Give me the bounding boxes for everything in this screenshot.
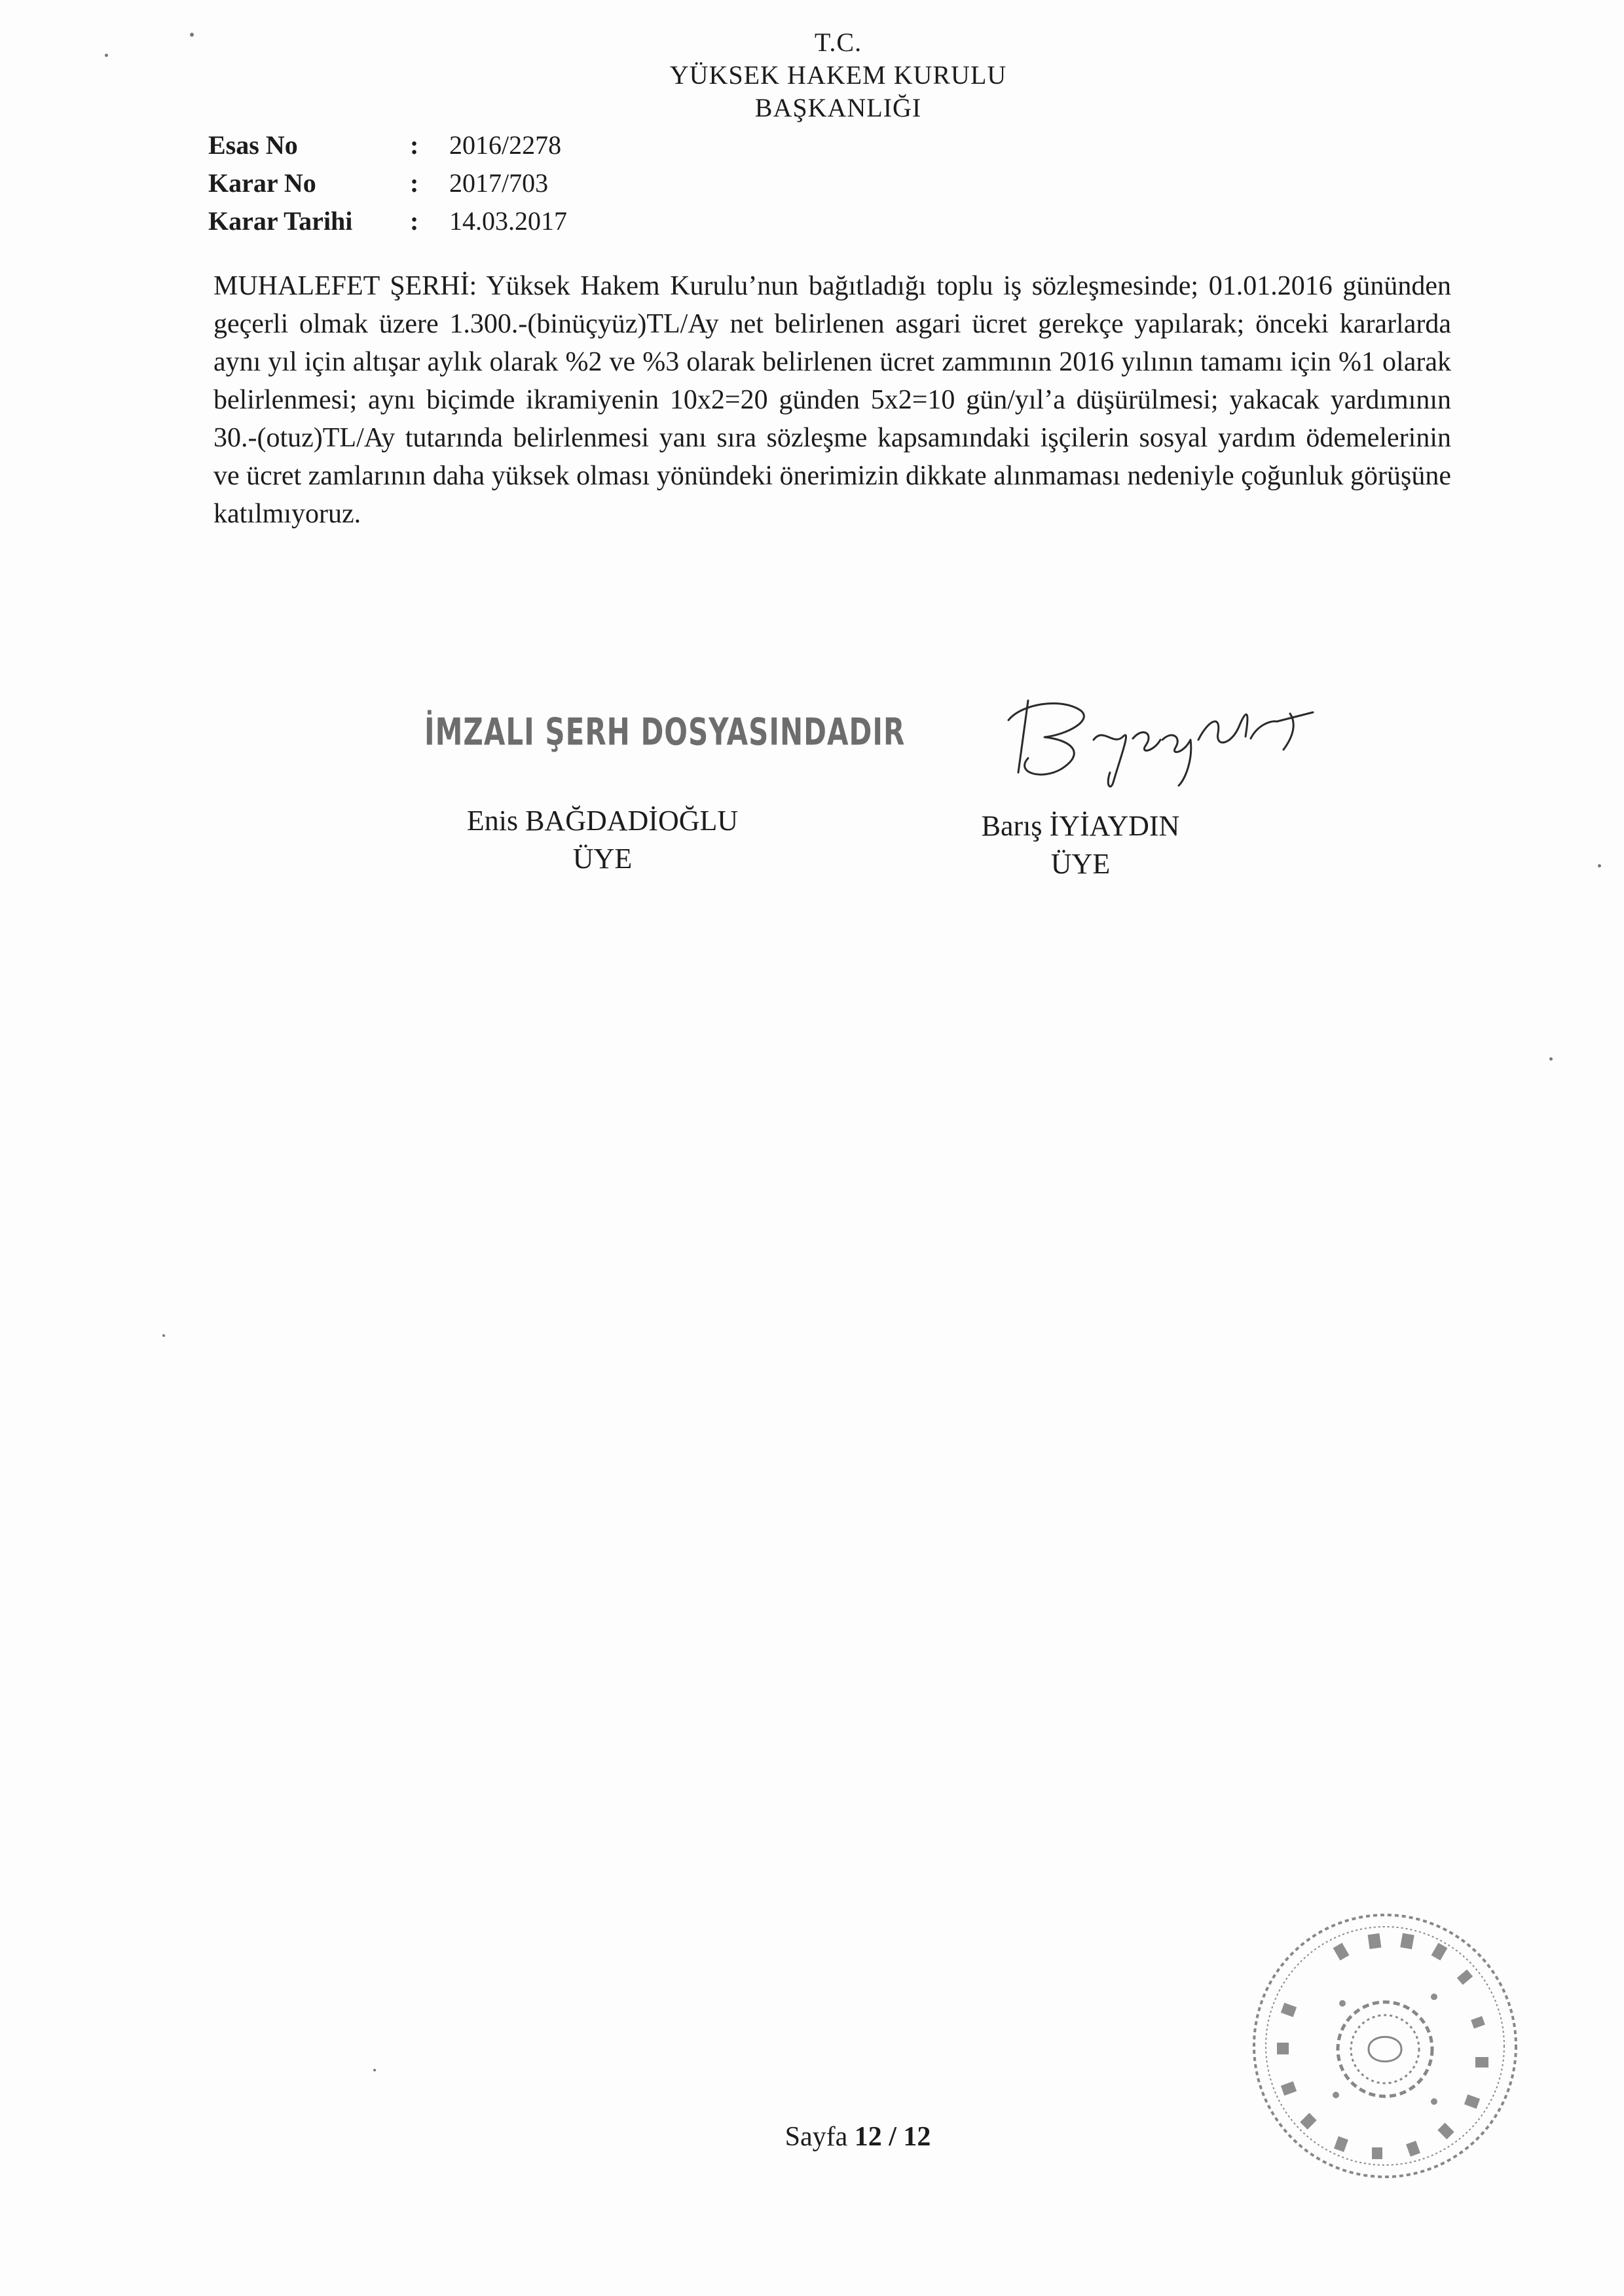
meta-value: 2017/703 [449,168,549,198]
signer-baris [930,807,1231,883]
document-header [576,26,1100,124]
scan-speck [1598,864,1601,867]
scan-speck [105,54,108,57]
signed-dissent-stamp: İMZALI ŞERH DOSYASINDADIR [424,710,906,754]
signer-title: ÜYE [1050,848,1111,880]
signer-title: ÜYE [572,843,633,875]
meta-colon: : [410,168,419,198]
header-institution: YÜKSEK HAKEM KURULU [669,60,1007,90]
case-meta [208,126,567,240]
meta-colon: : [410,206,419,236]
signer-name: Enis BAĞDADİOĞLU [466,805,739,837]
signer-name: Barış İYİAYDIN [981,810,1180,842]
official-seal-icon [1238,1905,1532,2187]
meta-row-esas [208,126,567,164]
page-label: Sayfa [784,2122,848,2152]
meta-row-tarih [208,202,567,240]
meta-label: Karar Tarihi [208,206,353,236]
header-presidency: BAŞKANLIĞI [754,93,922,122]
scan-speck [1549,1057,1553,1061]
scan-speck [190,33,194,37]
dissent-paragraph: MUHALEFET ŞERHİ: Yüksek Hakem Kurulu’nun bağıtladığı toplu iş sözleşmesinde; 01.01.2016 gününden geçerli olmak üzere 1.300.-(binüçyüz)TL/Ay net belirlenen asgari ücret gerekçe yapılarak; önceki kararlarda aynı yıl için altışar aylık olarak %2 ve %3 olarak belirlenen ücret zammının 2016 yılının tamamı için %1 olarak belirlenmesi; aynı biçimde ikramiyenin 10x2=20 günden 5x2=10 gün/yıl’a düşürülmesi; yakacak yardımının 30.-(otuz)TL/Ay tutarında belirlenmesi yanı sıra sözleşme kapsamındaki işçilerin sosyal yardım ödemelerinin ve ücret zamlarının daha yüksek olması yönündeki önerimizin dikkate alınmaması nedeniyle çoğunluk görüşüne katılmıyoruz. [213,271,1451,529]
meta-value: 2016/2278 [449,130,562,160]
signer-enis [419,802,786,878]
scan-speck [373,2069,376,2071]
handwritten-signature-icon [982,674,1329,799]
header-tc: T.C. [814,27,862,57]
meta-colon: : [410,130,419,160]
page-footer [694,2121,1022,2153]
meta-row-karar [208,164,567,202]
meta-value: 14.03.2017 [449,206,567,236]
page-number: 12 / 12 [854,2122,931,2152]
scan-speck [162,1334,165,1337]
meta-label: Karar No [208,168,316,198]
meta-label: Esas No [208,130,298,160]
